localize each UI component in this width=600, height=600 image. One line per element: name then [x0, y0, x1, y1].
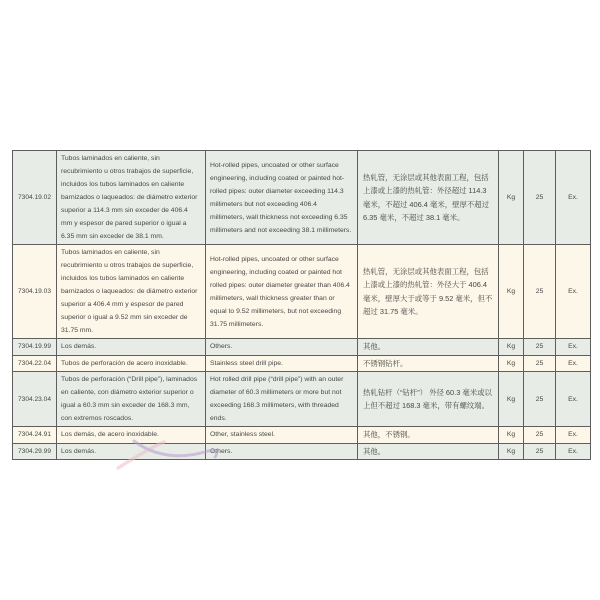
description-en-cell: Stainless steel drill pipe. [206, 355, 358, 372]
description-es-cell: Tubos laminados en caliente, sin recubrimiento u otros trabajos de superficie, incluidos los tubos laminados en caliente barnizados o laqueados: de diámetro exterior superior a 114.3 mm sin exceder de 406.4 mm y espesor de pared superior o igual a 6.35 mm sin exceder de 38.1 mm. [57, 151, 206, 245]
description-en-cell: Others. [206, 339, 358, 356]
unit-cell: Kg [499, 427, 524, 444]
description-zh-cell: 热轧管，无涂层或其他表面工程，包括上漆或上漆的热轧管：外径超过 114.3 毫米，不超过 406.4 毫米，壁厚不超过 6.35 毫米，不超过 38.1 毫米。 [358, 151, 499, 245]
rate-cell: 25 [524, 245, 556, 339]
table-row [13, 443, 591, 460]
rate-cell: 25 [524, 355, 556, 372]
note-cell: Ex. [556, 339, 591, 356]
unit-cell: Kg [499, 355, 524, 372]
note-cell: Ex. [556, 443, 591, 460]
rate-cell: 25 [524, 339, 556, 356]
tariff-table [12, 150, 591, 460]
table-row [13, 245, 591, 339]
unit-cell: Kg [499, 151, 524, 245]
hs-code-cell: 7304.24.91 [13, 427, 57, 444]
hs-code-cell: 7304.23.04 [13, 372, 57, 427]
table-row [13, 151, 591, 245]
note-cell: Ex. [556, 151, 591, 245]
description-zh-cell: 不锈钢钻杆。 [358, 355, 499, 372]
rate-cell: 25 [524, 427, 556, 444]
hs-code-cell: 7304.29.99 [13, 443, 57, 460]
description-en-cell: Other, stainless steel. [206, 427, 358, 444]
description-es-cell: Tubos de perforación de acero inoxidable. [57, 355, 206, 372]
description-en-cell: Hot-rolled pipes, uncoated or other surface engineering, including coated or painted hot-rolled pipes: outer diameter exceeding 114.3 millimeters but not exceeding 406.4 millimeters, wall thickness not exceeding 6.35 millimeters and not exceeding 38.1 millimeters. [206, 151, 358, 245]
hs-code-cell: 7304.19.99 [13, 339, 57, 356]
hs-code-cell: 7304.19.02 [13, 151, 57, 245]
note-cell: Ex. [556, 355, 591, 372]
description-en-cell: Hot-rolled pipes, uncoated or other surface engineering, including coated or painted hot rolled pipes: outer diameter greater than 406.4 millimeters, wall thickness greater than or equal to 9.52 millimeters, but not exceeding 31.75 millimeters. [206, 245, 358, 339]
description-es-cell: Los demás. [57, 339, 206, 356]
description-zh-cell: 热轧钻杆（“钻杆”） 外径 60.3 毫米或以上但不超过 168.3 毫米，带有螺纹端。 [358, 372, 499, 427]
description-zh-cell: 其他。 [358, 443, 499, 460]
description-es-cell: Tubos laminados en caliente, sin recubrimiento u otros trabajos de superficie, incluidos los tubos laminados en caliente barnizados o laqueados: de diámetro exterior superior a 406.4 mm y espesor de pared superior o igual a 9.52 mm sin exceder de 31.75 mm. [57, 245, 206, 339]
description-es-cell: Tubos de perforación (“Drill pipe”), laminados en caliente, con diámetro exterior superior o igual a 60.3 mm sin exceder de 168.3 mm, con extremos roscados. [57, 372, 206, 427]
hs-code-cell: 7304.22.04 [13, 355, 57, 372]
tariff-table-body [13, 151, 591, 460]
description-en-cell: Hot rolled drill pipe (“drill pipe”) with an outer diameter of 60.3 millimeters or more but not exceeding 168.3 millimeters, with threaded ends. [206, 372, 358, 427]
rate-cell: 25 [524, 151, 556, 245]
description-es-cell: Los demás. [57, 443, 206, 460]
description-zh-cell: 热轧管，无涂层或其他表面工程，包括上漆或上漆的热轧管：外径大于 406.4 毫米，壁厚大于或等于 9.52 毫米，但不超过 31.75 毫米。 [358, 245, 499, 339]
note-cell: Ex. [556, 245, 591, 339]
table-row [13, 339, 591, 356]
table-row [13, 427, 591, 444]
unit-cell: Kg [499, 245, 524, 339]
table-row [13, 355, 591, 372]
hs-code-cell: 7304.19.03 [13, 245, 57, 339]
description-zh-cell: 其他，不锈钢。 [358, 427, 499, 444]
note-cell: Ex. [556, 427, 591, 444]
note-cell: Ex. [556, 372, 591, 427]
description-en-cell: Others. [206, 443, 358, 460]
table-row [13, 372, 591, 427]
description-zh-cell: 其他。 [358, 339, 499, 356]
rate-cell: 25 [524, 372, 556, 427]
unit-cell: Kg [499, 372, 524, 427]
unit-cell: Kg [499, 339, 524, 356]
rate-cell: 25 [524, 443, 556, 460]
description-es-cell: Los demás, de acero inoxidable. [57, 427, 206, 444]
unit-cell: Kg [499, 443, 524, 460]
